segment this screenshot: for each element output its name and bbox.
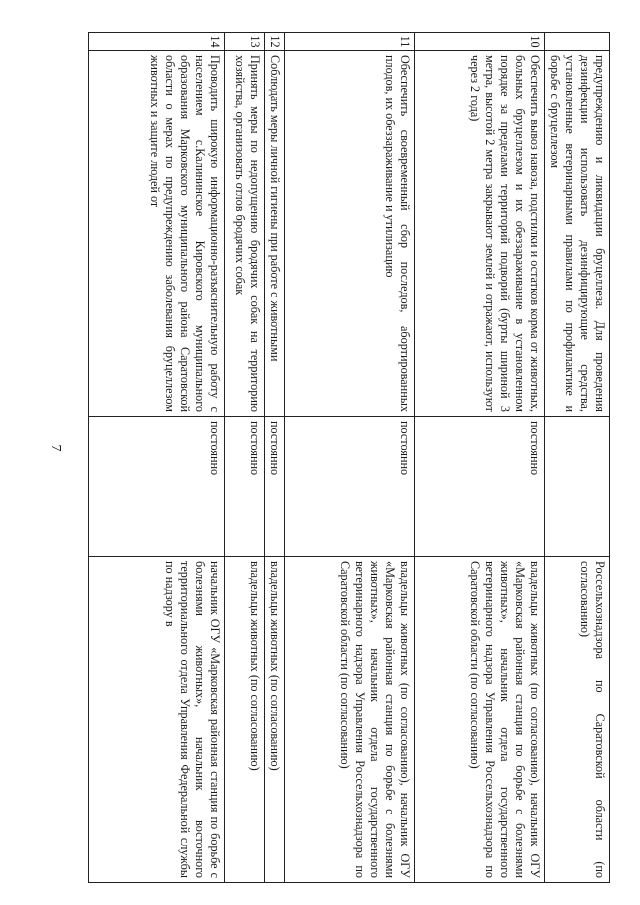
responsible-cell: Россельхознадзора по Саратовской области (по согласованию) bbox=[545, 557, 610, 883]
table-row bbox=[285, 33, 415, 883]
rotated-content bbox=[88, 32, 610, 882]
responsible-cell: владельцы животных (по согласованию) bbox=[265, 557, 285, 883]
document-area bbox=[88, 32, 610, 882]
measure-cell: Принять меры по недопущению бродячих собак на территорию хозяйства, организовать отлов бродячих собак bbox=[225, 51, 265, 417]
row-number bbox=[545, 33, 610, 51]
measures-table bbox=[88, 32, 610, 883]
table-row bbox=[415, 33, 545, 883]
table-row bbox=[265, 33, 285, 883]
responsible-cell: начальник ОГУ «Марковская районная станция по борьбе с болезнями животных», начальник восточного территориального отдела Управления Федеральной службы по надзору в bbox=[89, 557, 225, 883]
row-number: 11 bbox=[285, 33, 415, 51]
term-cell: постоянно bbox=[225, 417, 265, 557]
measure-cell: Проводить широкую информационно-разъяснительную работу с населением с.Калининское Кировского муниципального образования Марковского муниципального района Саратовской области о мерах по предупреждению заболевания бруцеллезом животных и защите людей от bbox=[89, 51, 225, 417]
table-row bbox=[89, 33, 225, 883]
table-row bbox=[225, 33, 265, 883]
page-number: 7 bbox=[48, 444, 63, 452]
row-number: 13 bbox=[225, 33, 265, 51]
responsible-cell: владельцы животных (по согласованию) bbox=[225, 557, 265, 883]
measure-cell: предупреждению и ликвидации бруцеллеза. Для проведения дезинфекции использовать дезинфицирующие средства, установленные ветеринарными правилами по профилактике и борьбе с бруцеллезом bbox=[545, 51, 610, 417]
responsible-cell: владельцы животных (по согласованию), начальник ОГУ «Марковская районная станция по борьбе с болезнями животных», начальник отдела государственного ветеринарного надзора Управления Россельхознадзора по Саратовской области (по согласованию) bbox=[415, 557, 545, 883]
responsible-cell: владельцы животных (по согласованию), начальник ОГУ «Марковская районная станция по борьбе с болезнями животных», начальник отдела государственного ветеринарного надзора Управления Россельхознадзора по Саратовской области (по согласованию) bbox=[285, 557, 415, 883]
term-cell: постоянно bbox=[89, 417, 225, 557]
row-number: 12 bbox=[265, 33, 285, 51]
term-cell: постоянно bbox=[285, 417, 415, 557]
measure-cell: Обеспечить вывоз навоза, подстилки и остатков корма от животных, больных бруцеллезом и их обеззараживание в установленном порядке за пределами территорий подворий (бурты шириной 3 метра, высотой 2 метра закрывают землей и отражают, используют через 2 года) bbox=[415, 51, 545, 417]
term-cell: постоянно bbox=[415, 417, 545, 557]
table-row bbox=[545, 33, 610, 883]
term-cell: постоянно bbox=[265, 417, 285, 557]
term-cell bbox=[545, 417, 610, 557]
row-number: 14 bbox=[89, 33, 225, 51]
row-number: 10 bbox=[415, 33, 545, 51]
measure-cell: Обеспечить своевременный сбор последов, абортированных плодов, их обеззараживание и утилизацию bbox=[285, 51, 415, 417]
measure-cell: Соблюдать меры личной гигиены при работе с животными bbox=[265, 51, 285, 417]
